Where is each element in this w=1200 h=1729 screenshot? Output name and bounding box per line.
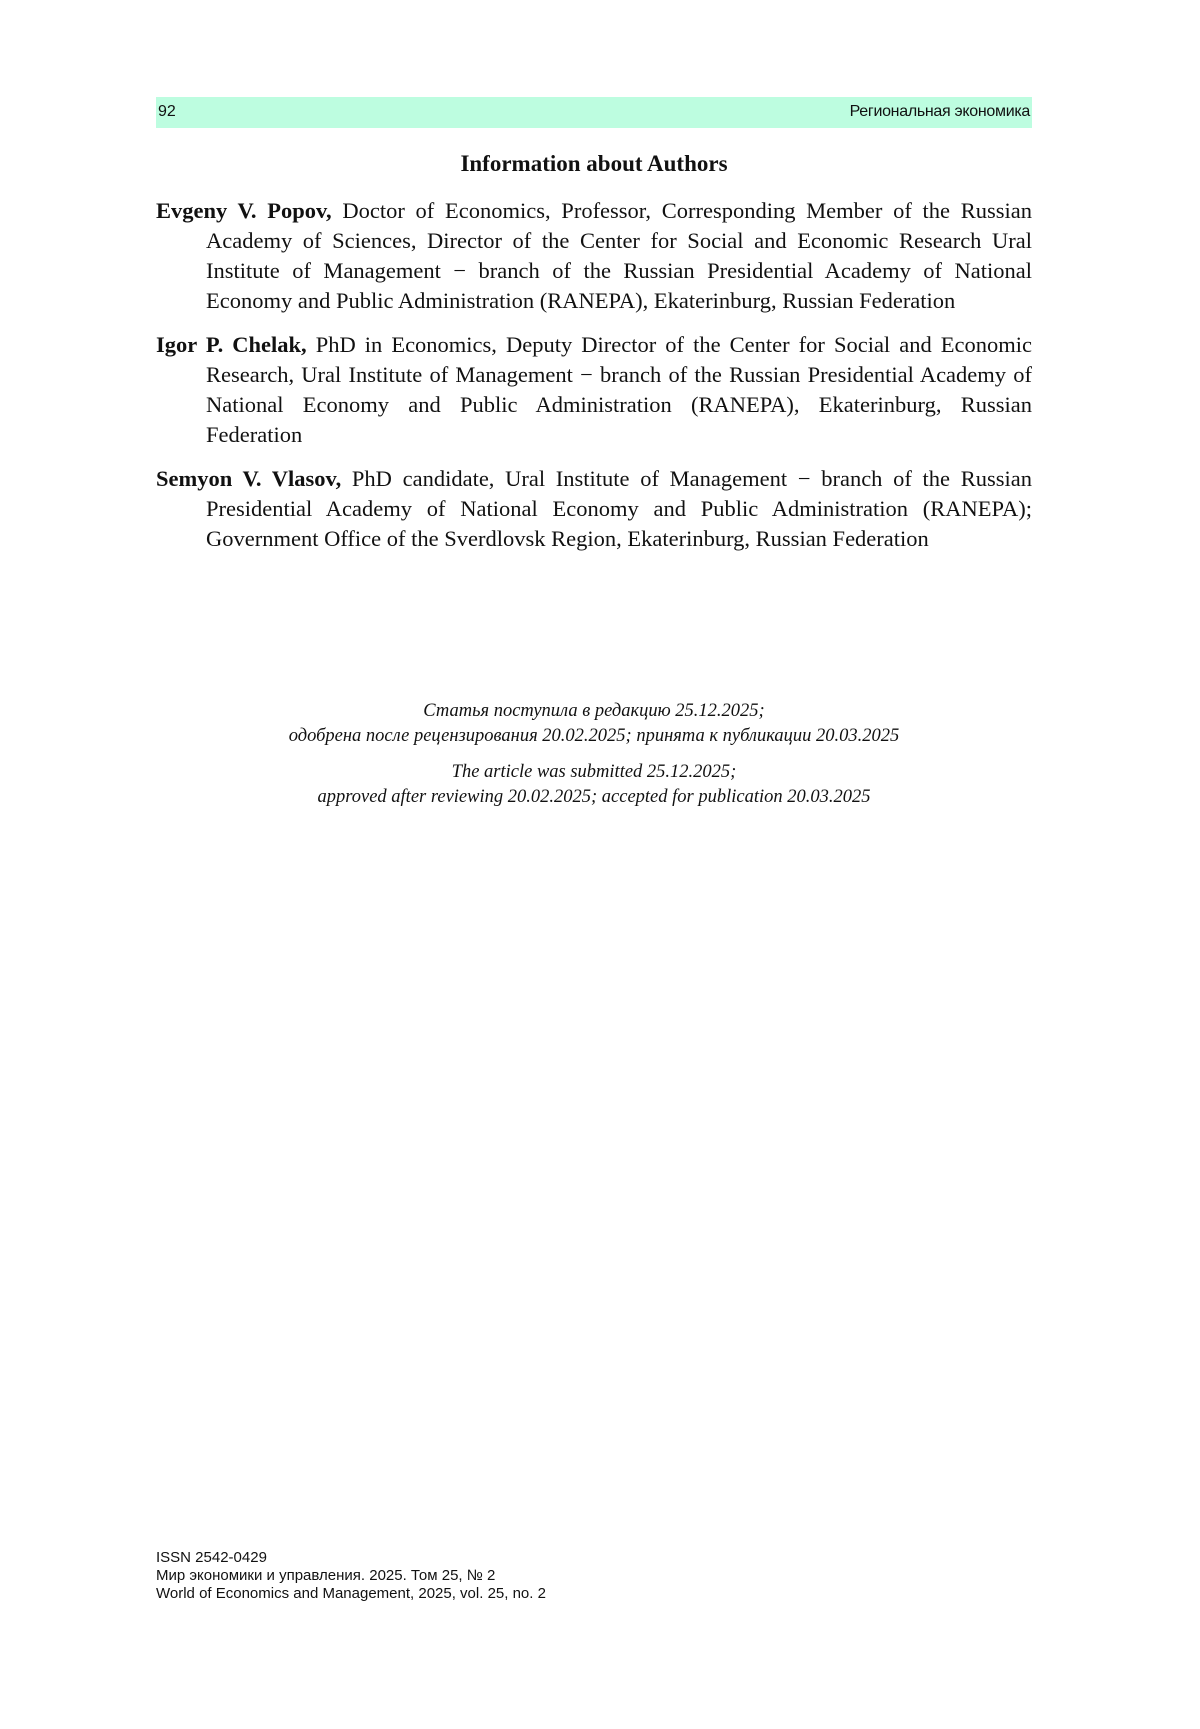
journal-ru: Мир экономики и управления. 2025. Том 25, № 2 [156,1567,496,1584]
author-list [156,196,1032,568]
author-name: Evgeny V. Popov, [156,198,332,223]
page-footer [156,1549,546,1603]
author-entry [156,196,1032,316]
author-name: Igor P. Chelak, [156,332,307,357]
author-name: Semyon V. Vlasov, [156,466,342,491]
dates-en-line1: The article was submitted 25.12.2025; [451,762,737,782]
author-details: PhD in Economics, Deputy Director of the Center for Social and Economic Research, Ural Institute of Management − branch of the Russian Presidential Academy of National Economy and Public Administration (RANEPA), Ekaterinburg, Russian Federation [206,332,1033,447]
dates-en-line2: approved after reviewing 20.02.2025; accepted for publication 20.03.2025 [317,786,871,807]
author-details: PhD candidate, Ural Institute of Management − branch of the Russian Presidential Academy of National Economy and Public Administration (RANEPA); Government Office of the Sverdlovsk Region, Ekaterinburg, Russian Federation [206,466,1032,551]
page-title: Information about Authors [460,151,728,176]
issn: ISSN 2542-0429 [156,1549,267,1566]
dates-ru-line2: одобрена после рецензирования 20.02.2025; принята к публикации 20.03.2025 [288,725,900,746]
author-entry [156,464,1032,554]
page-number: 92 [158,103,176,120]
dates-russian [0,699,1188,748]
dates-english [0,760,1188,809]
author-details: Doctor of Economics, Professor, Corresponding Member of the Russian Academy of Sciences, Director of the Center for Social and Economic Research Ural Institute of Management − branch of the Russian Presidential Academy of National Economy and Public Administration (RANEPA), Ekaterinburg, Russian Federation [206,198,1033,313]
dates-ru-line1: Статья поступила в редакцию 25.12.2025; [423,701,765,721]
running-header [156,97,1032,128]
journal-en: World of Economics and Management, 2025, vol. 25, no. 2 [156,1585,546,1602]
author-entry [156,330,1032,450]
section-title: Региональная экономика [849,103,1030,120]
